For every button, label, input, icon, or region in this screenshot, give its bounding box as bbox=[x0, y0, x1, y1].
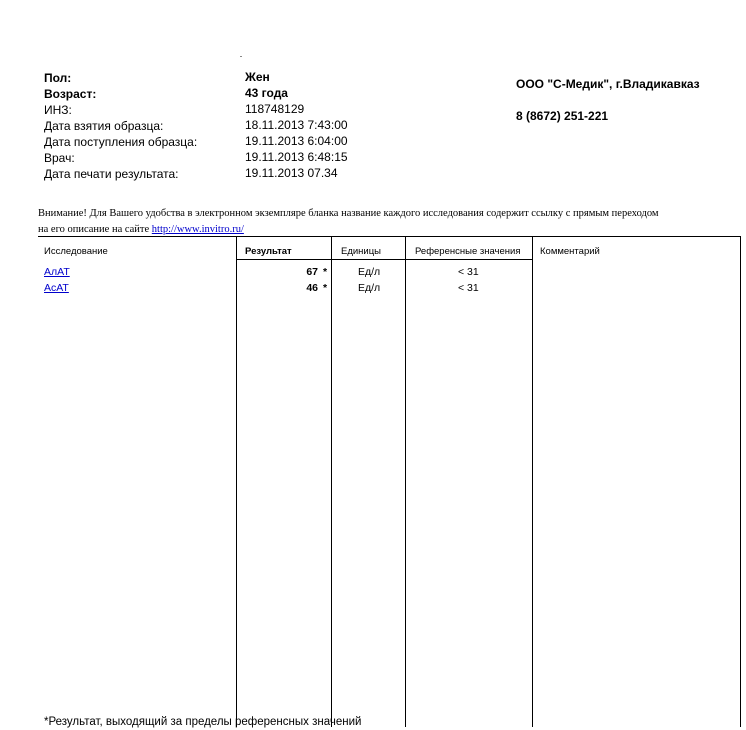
header-comment: Комментарий bbox=[540, 246, 600, 257]
row-result: 67 bbox=[306, 266, 318, 278]
header-units: Единицы bbox=[341, 246, 382, 257]
sex-value: Жен bbox=[245, 70, 270, 84]
row-result: 46 bbox=[306, 282, 318, 294]
notice-line-1: Внимание! Для Вашего удобства в электронном экземпляре бланка название каждого исследования содержит ссылку с прямым переходом bbox=[38, 208, 659, 219]
notice-line-2 bbox=[38, 222, 244, 237]
test-link-asat[interactable]: АсАТ bbox=[44, 282, 69, 294]
test-link-alat[interactable]: АлАТ bbox=[44, 266, 70, 278]
invitro-link[interactable]: http://www.invitro.ru/ bbox=[151, 224, 244, 235]
footnote: *Результат, выходящий за пределы референсных значений bbox=[44, 716, 362, 728]
lab-name: ООО "С-Медик", г.Владикавказ bbox=[516, 77, 700, 91]
row-flag: * bbox=[323, 266, 328, 278]
header-reference: Референсные значения bbox=[415, 246, 521, 257]
row-units: Ед/л bbox=[358, 266, 381, 278]
row-reference: < 31 bbox=[458, 266, 479, 278]
sample-taken-value: 18.11.2013 7:43:00 bbox=[245, 118, 348, 132]
header-result: Результат bbox=[245, 246, 292, 257]
header-underline bbox=[236, 259, 533, 260]
row-test[interactable] bbox=[44, 265, 70, 279]
col-divider-units bbox=[331, 236, 332, 727]
scan-dot bbox=[240, 56, 242, 57]
col-divider-comment bbox=[532, 236, 533, 727]
table-top-border bbox=[38, 236, 741, 237]
row-units: Ед/л bbox=[358, 282, 381, 294]
print-date-value: 19.11.2013 07.34 bbox=[245, 166, 338, 180]
row-test[interactable] bbox=[44, 281, 69, 295]
print-date-label: Дата печати результата: bbox=[44, 167, 179, 181]
row-reference: < 31 bbox=[458, 282, 479, 294]
col-divider-reference bbox=[405, 236, 406, 727]
sample-taken-label: Дата взятия образца: bbox=[44, 119, 164, 133]
table-right-border bbox=[740, 236, 741, 727]
lab-phone: 8 (8672) 251-221 bbox=[516, 109, 609, 123]
sample-received-value: 19.11.2013 6:04:00 bbox=[245, 134, 348, 148]
inz-label: ИНЗ: bbox=[44, 103, 72, 117]
notice-prefix: на его описание на сайте bbox=[38, 224, 152, 235]
sex-label: Пол: bbox=[44, 71, 72, 85]
header-test: Исследование bbox=[44, 246, 108, 257]
row-flag: * bbox=[323, 282, 328, 294]
doctor-label: Врач: bbox=[44, 151, 75, 165]
doctor-value: 19.11.2013 6:48:15 bbox=[245, 150, 348, 164]
age-value: 43 года bbox=[245, 86, 288, 100]
sample-received-label: Дата поступления образца: bbox=[44, 135, 198, 149]
age-label: Возраст: bbox=[44, 87, 97, 101]
col-divider-result bbox=[236, 236, 237, 727]
inz-value: 118748129 bbox=[245, 102, 305, 116]
